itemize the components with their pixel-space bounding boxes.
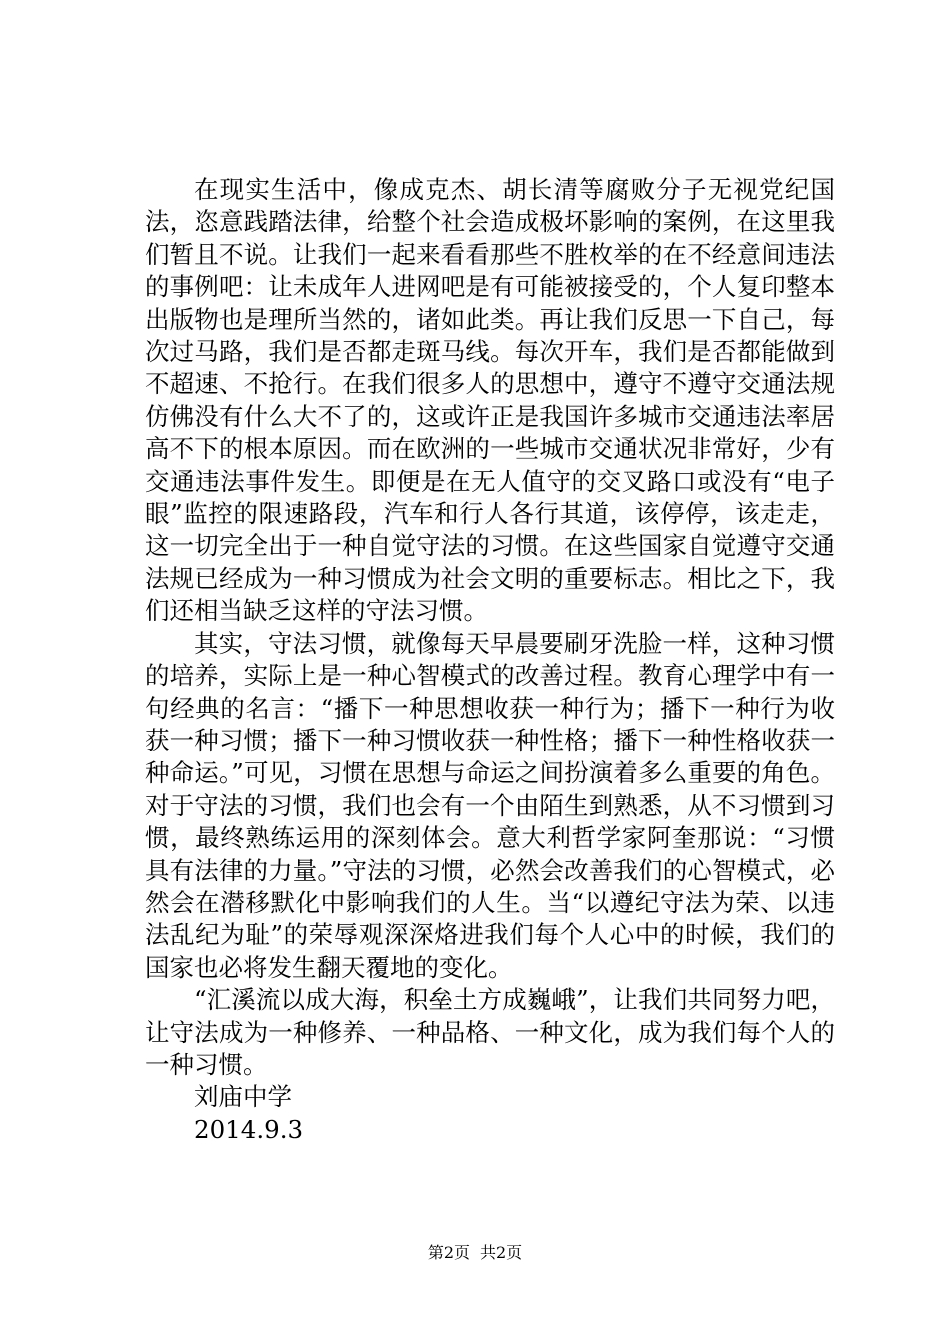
paragraph-2: 其实，守法习惯，就像每天早晨要刷牙洗脸一样，这种习惯的培养，实际上是一种心智模式的改善过程。教育心理学中有一句经典的名言：“播下一种思想收获一种行为；播下一种行为收获一种习惯；播下一种习惯收获一种性格；播下一种性格收获一种命运。”可见，习惯在思想与命运之间扮演着多么重要的角色。对于守法的习惯，我们也会有一个由陌生到熟悉，从不习惯到习惯，最终熟练运用的深刻体会。意大利哲学家阿奎那说：“习惯具有法律的力量。”守法的习惯，必然会改善我们的心智模式，必然会在潜移默化中影响我们的人生。当“以遵纪守法为荣、以违法乱纪为耻”的荣辱观深深烙进我们每个人心中的时候，我们的国家也必将发生翻天覆地的变化。 bbox=[145, 628, 835, 982]
paragraph-3: “汇溪流以成大海，积垒土方成巍峨”，让我们共同努力吧，让守法成为一种修养、一种品格、一种文化，成为我们每个人的一种习惯。 bbox=[145, 985, 835, 1079]
page-total: 共2页 bbox=[480, 1243, 523, 1262]
document-body bbox=[145, 174, 835, 1146]
signature-organization: 刘庙中学 bbox=[194, 1082, 292, 1112]
page-footer bbox=[0, 1242, 950, 1264]
paragraph-1: 在现实生活中，像成克杰、胡长清等腐败分子无视党纪国法，恣意践踏法律，给整个社会造成极坏影响的案例，在这里我们暂且不说。让我们一起来看看那些不胜枚举的在不经意间违法的事例吧：让未成年人进网吧是有可能被接受的，个人复印整本出版物也是理所当然的，诸如此类。再让我们反思一下自己，每次过马路，我们是否都走斑马线。每次开车，我们是否都能做到不超速、不抢行。在我们很多人的思想中，遵守不遵守交通法规仿佛没有什么大不了的，这或许正是我国许多城市交通违法率居高不下的根本原因。而在欧洲的一些城市交通状况非常好，少有交通违法事件发生。即便是在无人值守的交叉路口或没有“电子眼”监控的限速路段，汽车和行人各行其道，该停停，该走走，这一切完全出于一种自觉守法的习惯。在这些国家自觉遵守交通法规已经成为一种习惯成为社会文明的重要标志。相比之下，我们还相当缺乏这样的守法习惯。 bbox=[145, 175, 835, 626]
signature-date: 2014.9.3 bbox=[194, 1114, 304, 1144]
page-number: 第2页 bbox=[427, 1243, 470, 1262]
